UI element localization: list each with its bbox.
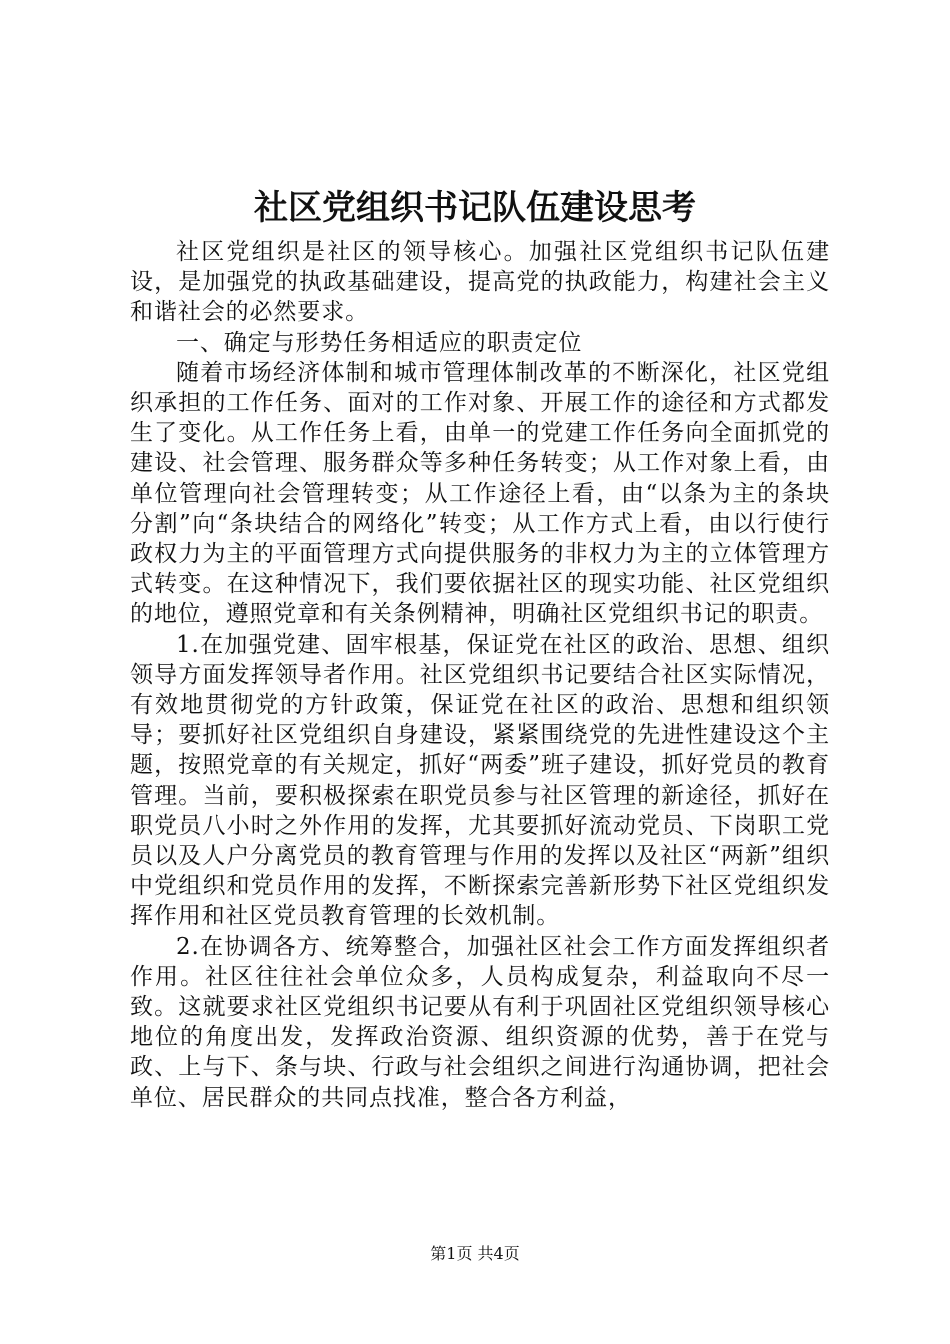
paragraph-point-1: 1.在加强党建、固牢根基，保证党在社区的政治、思想、组织领导方面发挥领导者作用。社区党组织书记要结合社区实际情况，有效地贯彻党的方针政策，保证党在社区的政治、思想和组织领导；要抓好社区党组织自身建设，紧紧围绕党的先进性建设这个主题，按照党章的有关规定，抓好“两委”班子建设，抓好党员的教育管理。当前，要积极探索在职党员参与社区管理的新途径，抓好在职党员八小时之外作用的发挥，尤其要抓好流动党员、下岗职工党员以及人户分离党员的教育管理与作用的发挥以及社区“两新”组织中党组织和党员作用的发挥，不断探索完善新形势下社区党组织发挥作用和社区党员教育管理的长效机制。	[130, 631, 830, 930]
paragraph-intro: 社区党组织是社区的领导核心。加强社区党组织书记队伍建设，是加强党的执政基础建设，提高党的执政能力，构建社会主义和谐社会的必然要求。	[130, 239, 830, 326]
document-title: 社区党组织书记队伍建设思考	[254, 188, 696, 228]
paragraph-context: 随着市场经济体制和城市管理体制改革的不断深化，社区党组织承担的工作任务、面对的工作对象、开展工作的途径和方式都发生了变化。从工作任务上看，由单一的党建工作任务向全面抓党的建设、社会管理、服务群众等多种任务转变；从工作对象上看，由单位管理向社会管理转变；从工作途径上看，由“以条为主的条块分割”向“条块结合的网络化”转变；从工作方式上看，由以行使行政权力为主的平面管理方式向提供服务的非权力为主的立体管理方式转变。在这种情况下，我们要依据社区的现实功能、社区党组织的地位，遵照党章和有关条例精神，明确社区党组织书记的职责。	[130, 359, 830, 628]
paragraph-point-2: 2.在协调各方、统筹整合，加强社区社会工作方面发挥组织者作用。社区往往社会单位众多，人员构成复杂，利益取向不尽一致。这就要求社区党组织书记要从有利于巩固社区党组织领导核心地位的角度出发，发挥政治资源、组织资源的优势，善于在党与政、上与下、条与块、行政与社会组织之间进行沟通协调，把社会单位、居民群众的共同点找准，整合各方利益，	[130, 933, 830, 1111]
section-heading-1: 一、确定与形势任务相适应的职责定位	[176, 329, 583, 356]
page-number-footer: 第1页 共4页	[430, 1244, 520, 1263]
document-body	[130, 237, 830, 1113]
